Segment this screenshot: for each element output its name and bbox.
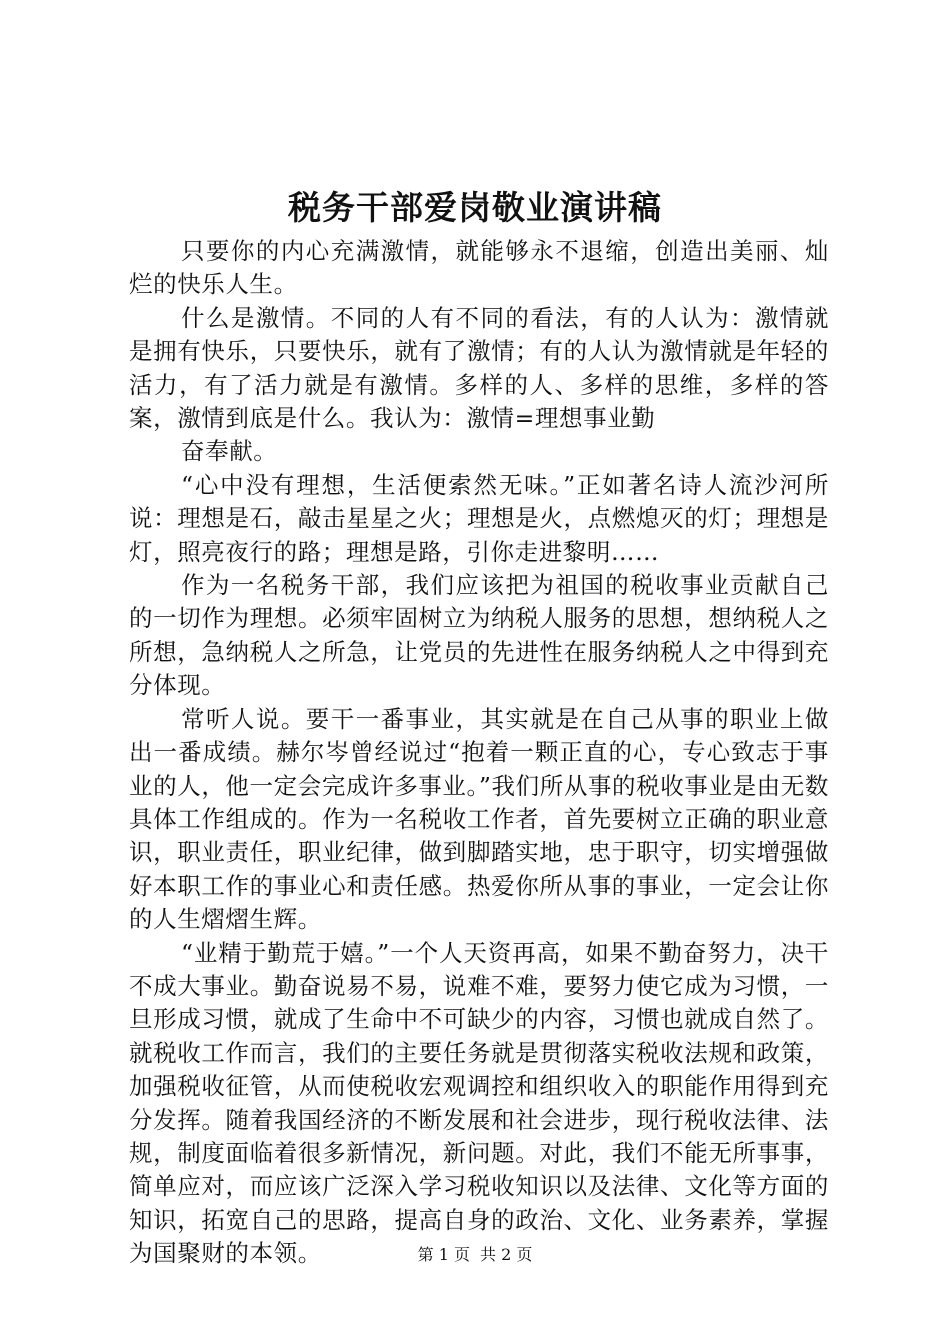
paragraph: 奋奉献。 [181,437,278,466]
paragraph: 作为一名税务干部，我们应该把为祖国的税收事业贡献自己的一切作为理想。必须牢固树立为纳税人服务的思想，想纳税人之所想，急纳税人之所急，让党员的先进性在服务纳税人之中得到充分体现。 [129,571,829,700]
page-number-total: 共 2 页 [480,1245,533,1264]
page-footer [0,1244,950,1266]
document-body [129,235,829,1271]
paragraph: “心中没有理想，生活便索然无味。”正如著名诗人流沙河所说：理想是石，敲击星星之火；理想是火，点燃熄灭的灯；理想是灯，照亮夜行的路；理想是路，引你走进黎明…… [129,470,829,566]
paragraph: 什么是激情。不同的人有不同的看法，有的人认为：激情就是拥有快乐，只要快乐，就有了激情；有的人认为激情就是年轻的活力，有了活力就是有激情。多样的人、多样的思维，多样的答案，激情到底是什么。我认为：激情=理想事业勤 [129,303,829,433]
paragraph: 常听人说。要干一番事业，其实就是在自己从事的职业上做出一番成绩。赫尔岑曾经说过“抱着一颗正直的心，专心致志于事业的人，他一定会完成许多事业。”我们所从事的税收事业是由无数具体工作组成的。作为一名税收工作者，首先要树立正确的职业意识，职业责任，职业纪律，做到脚踏实地，忠于职守，切实增强做好本职工作的事业心和责任感。热爱你所从事的事业，一定会让你的人生熠熠生辉。 [129,704,829,934]
document-title: 税务干部爱岗敬业演讲稿 [288,188,662,227]
paragraph: 只要你的内心充满激情，就能够永不退缩，创造出美丽、灿烂的快乐人生。 [129,237,829,299]
page-number-current: 第 1 页 [417,1245,470,1264]
paragraph: “业精于勤荒于嬉。”一个人天资再高，如果不勤奋努力，决干不成大事业。勤奋说易不易，说难不难，要努力使它成为习惯，一旦形成习惯，就成了生命中不可缺少的内容，习惯也就成自然了。就税收工作而言，我们的主要任务就是贯彻落实税收法规和政策，加强税收征管，从而使税收宏观调控和组织收入的职能作用得到充分发挥。随着我国经济的不断发展和社会进步，现行税收法律、法规，制度面临着很多新情况，新问题。对此，我们不能无所事事，简单应对，而应该广泛深入学习税收知识以及法律、文化等方面的知识，拓宽自己的思路，提高自身的政治、文化、业务素养，掌握为国聚财的本领。 [129,938,829,1268]
